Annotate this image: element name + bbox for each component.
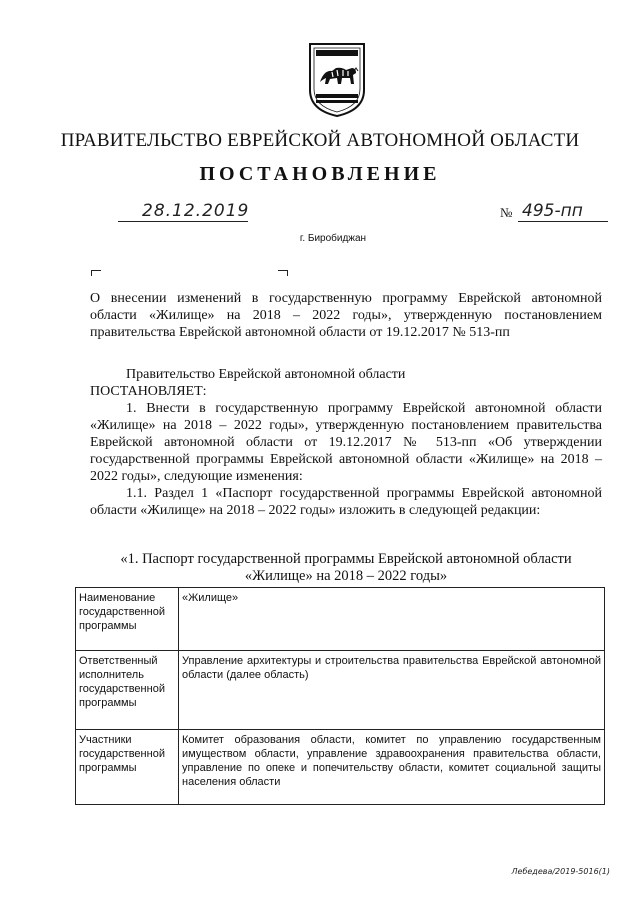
table-row xyxy=(76,730,605,805)
item-1-1: 1.1. Раздел 1 «Паспорт государственной программы Еврейской автономной области «Жилище» на 2018 – 2022 годы» изложить в следующей редакции: xyxy=(90,486,602,518)
resolves-heading: ПОСТАНОВЛЯЕТ: xyxy=(90,384,207,399)
subject: О внесении изменений в государственную программу Еврейской автономной области «Жилище» на 2018 – 2022 годы», утвержденную постановлением правительства Еврейской автономной области от 19.12.2017 № 513-пп xyxy=(90,291,602,340)
row-value: Комитет образования области, комитет по управлению государственным имуществом области, управление здравоохранения правительства области, управление по опеке и попечительству области, комитет социальной защиты населения области xyxy=(179,730,605,805)
item-1: 1. Внести в государственную программу Еврейской автономной области «Жилище» на 2018 – 2022 годы», утвержденную постановлением правительства Еврейской автономной области от 19.12.2017 № 513-пп «Об утверждении государственной программы Еврейской автономной области «Жилище» на 2018 – 2022 годы», следующие изменения: xyxy=(90,401,602,484)
table-row xyxy=(76,588,605,651)
row-value: Управление архитектуры и строительства правительства Еврейской автономной области (далее область) xyxy=(179,651,605,730)
number-underline xyxy=(518,221,608,222)
enacting-authority: Правительство Еврейской автономной области xyxy=(126,367,406,382)
document-type: ПОСТАНОВЛЕНИЕ xyxy=(199,163,441,185)
emblem-icon xyxy=(306,40,368,118)
table-row xyxy=(76,651,605,730)
row-label: Наименование государственной программы xyxy=(76,588,179,651)
footer-reference: Лебедева/2019-5016(1) xyxy=(511,867,610,876)
document-date: 28.12.2019 xyxy=(142,201,250,221)
date-underline xyxy=(118,221,248,222)
row-value: «Жилище» xyxy=(179,588,605,651)
row-label: Ответственный исполнитель государственной программы xyxy=(76,651,179,730)
government-title: ПРАВИТЕЛЬСТВО ЕВРЕЙСКОЙ АВТОНОМНОЙ ОБЛАСТИ xyxy=(60,130,580,151)
resolution-body xyxy=(90,366,602,519)
document-number: 495-пп xyxy=(522,201,583,221)
corner-mark-left xyxy=(91,270,101,276)
city: г. Биробиджан xyxy=(299,233,367,244)
passport-table xyxy=(75,587,605,805)
corner-mark-right xyxy=(278,270,288,276)
passport-caption: «1. Паспорт государственной программы Еврейской автономной области «Жилище» на 2018 – 2022 годы» xyxy=(120,551,572,584)
row-label: Участники государственной программы xyxy=(76,730,179,805)
number-sign: № xyxy=(500,205,513,220)
